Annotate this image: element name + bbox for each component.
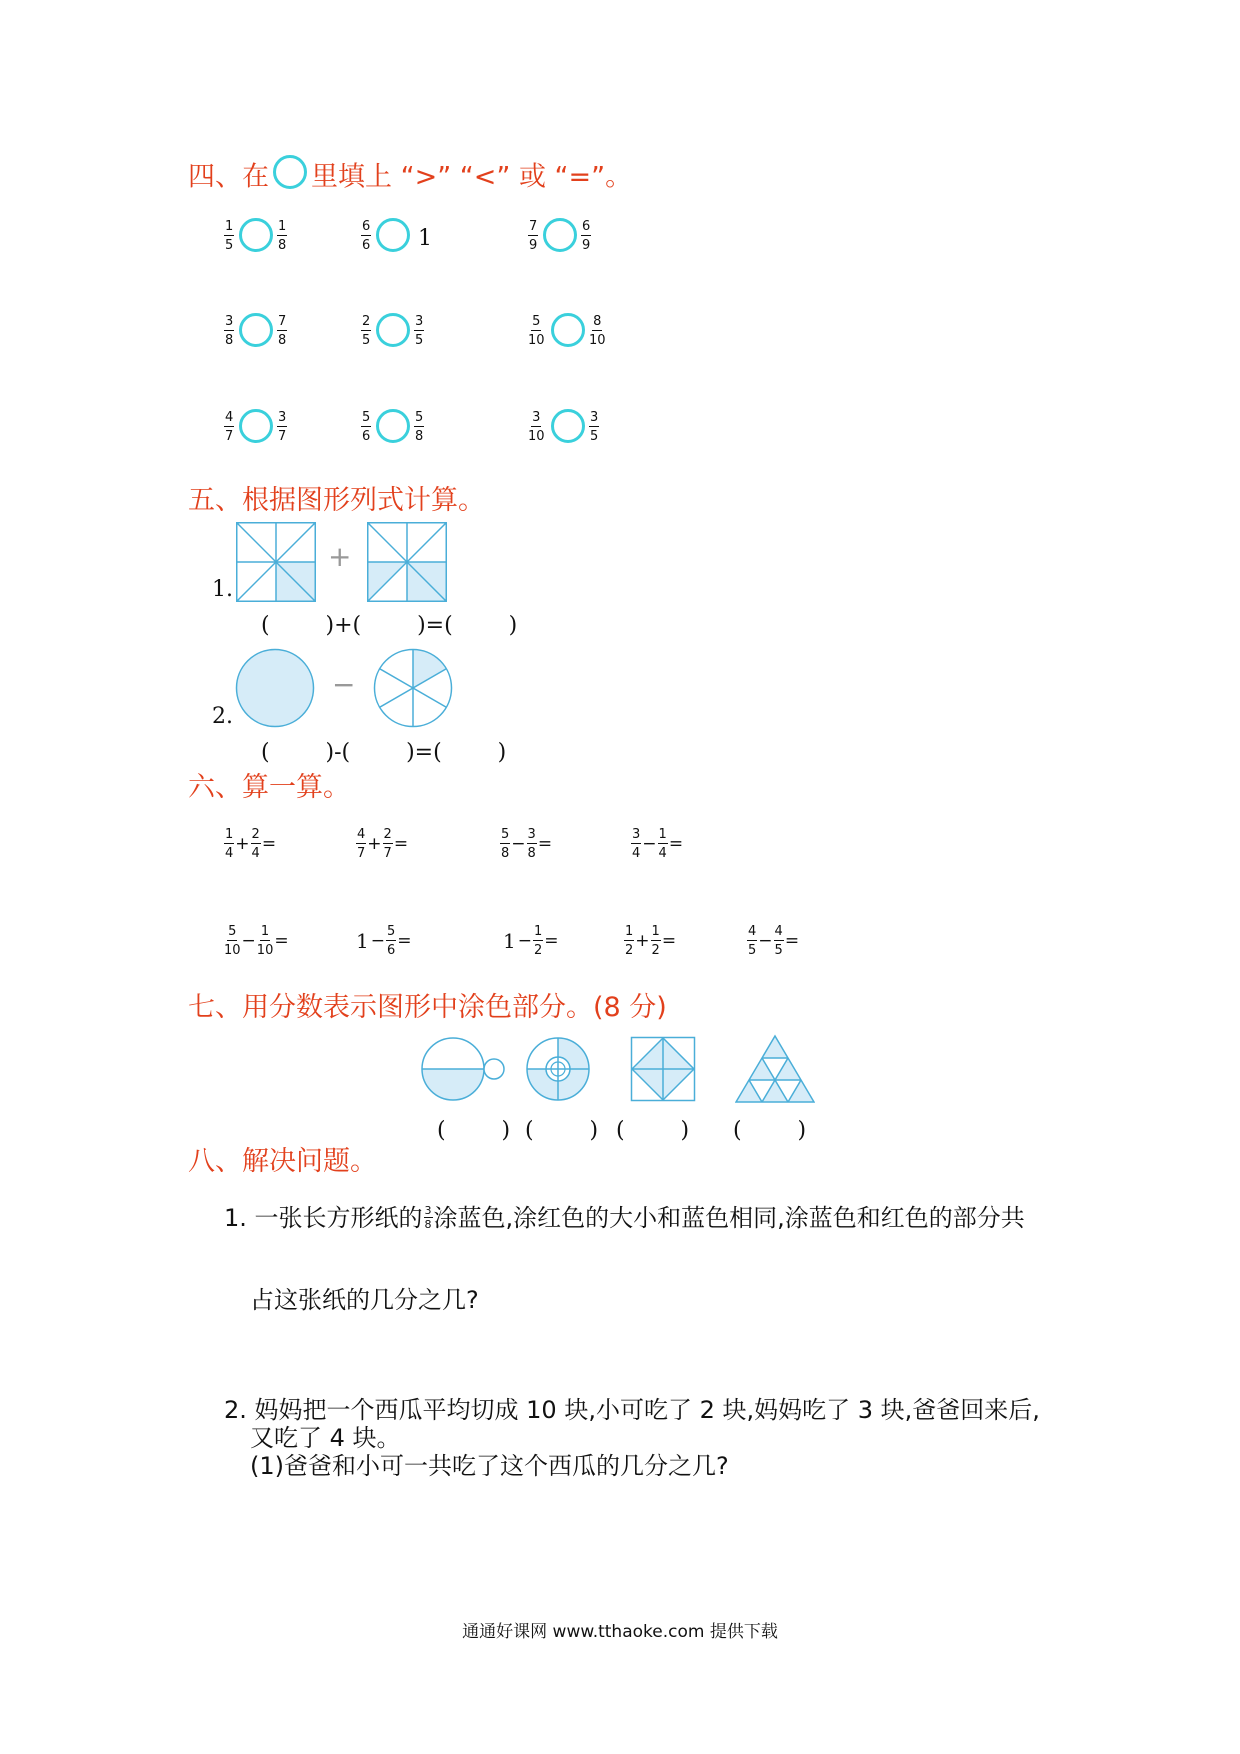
operator: +: [635, 931, 650, 951]
shape-answer-blank-2: ( ): [525, 1118, 599, 1143]
fraction-denominator: 8: [501, 846, 510, 861]
operator: −: [758, 931, 773, 951]
fraction-denominator: 4: [225, 846, 234, 861]
answer-circle[interactable]: [543, 218, 577, 252]
fraction-denominator: 10: [224, 943, 241, 958]
answer-circle[interactable]: [551, 409, 585, 443]
equals-sign: =: [784, 931, 800, 951]
problem1-line2: 占这张纸的几分之几?: [250, 1286, 479, 1314]
compare-right-fraction: [414, 315, 424, 347]
fraction-numerator: 3: [424, 1203, 432, 1217]
problem1-fraction: [424, 1205, 433, 1230]
fraction-numerator: 5: [386, 924, 396, 939]
fraction-numerator: 7: [529, 219, 538, 234]
fraction-denominator: 8: [278, 238, 287, 253]
fraction-numerator: 6: [582, 219, 591, 234]
fraction-numerator: 5: [228, 924, 237, 939]
section4-title-pre: 四、在: [188, 161, 269, 193]
fraction-numerator: 1: [278, 219, 287, 234]
fraction-denominator: 8: [527, 846, 536, 861]
calc-expression: [356, 925, 413, 957]
operator: −: [511, 834, 526, 854]
square-eighths-figure-2: [367, 522, 447, 602]
ring-figure: [525, 1036, 591, 1102]
equals-sign: =: [668, 834, 684, 854]
calc-expression: [631, 828, 684, 860]
fraction-numerator: 5: [362, 410, 371, 425]
fraction: [533, 925, 543, 957]
fraction-denominator: 6: [362, 429, 371, 444]
fraction-numerator: 1: [625, 924, 634, 939]
equals-sign: =: [537, 834, 553, 854]
fraction-numerator: 1: [658, 827, 667, 842]
whole-number: 1: [356, 929, 369, 953]
operator: −: [642, 834, 657, 854]
fraction-denominator: 4: [632, 846, 641, 861]
answer-circle[interactable]: [551, 313, 585, 347]
compare-right-fraction: [414, 411, 424, 443]
fraction-numerator: 5: [501, 827, 510, 842]
item2-number: 2.: [212, 704, 233, 729]
section8-heading: 八、解决问题。: [188, 1146, 377, 1177]
fraction-denominator: 8: [278, 333, 287, 348]
compare-left-fraction: [361, 411, 371, 443]
fraction: [747, 925, 757, 957]
fraction-denominator: 5: [415, 333, 424, 348]
fraction-numerator: 3: [415, 314, 424, 329]
calc-expression: [747, 925, 800, 957]
calc-expression: [500, 828, 553, 860]
fraction: [386, 925, 396, 957]
fraction-denominator: 10: [589, 333, 606, 348]
fraction-numerator: 6: [362, 219, 371, 234]
fraction-numerator: 1: [260, 924, 270, 939]
fraction-denominator: 5: [590, 429, 599, 444]
shaded-part: [413, 650, 446, 689]
fraction-numerator: 4: [357, 827, 366, 842]
calc-expression: [356, 828, 409, 860]
fraction: [624, 925, 634, 957]
calc-expression: [224, 925, 290, 957]
fraction: [224, 925, 241, 957]
compare-left-fraction: [361, 220, 371, 252]
fraction-denominator: 2: [651, 943, 660, 958]
fraction-denominator: 2: [625, 943, 634, 958]
fraction-denominator: 9: [529, 238, 538, 253]
fraction-numerator: 8: [593, 314, 602, 329]
fraction-numerator: 5: [532, 314, 541, 329]
heading-circle-icon: [273, 155, 307, 189]
fraction-numerator: 3: [590, 410, 599, 425]
operator: −: [370, 931, 385, 951]
problem2-question1: (1)爸爸和小可一共吃了这个西瓜的几分之几?: [250, 1452, 729, 1480]
shape-answer-blank-1: ( ): [437, 1118, 511, 1143]
answer-circle[interactable]: [239, 409, 273, 443]
fraction: [257, 925, 274, 957]
answer-circle[interactable]: [239, 313, 273, 347]
fraction-denominator: 5: [225, 238, 234, 253]
section6-heading: 六、算一算。: [188, 772, 350, 803]
fraction-numerator: 1: [225, 219, 234, 234]
item1-answer-blanks: ( )+( )=( ): [261, 613, 518, 638]
fraction: [500, 828, 510, 860]
section4-title-post: 里填上 “>” “<” 或 “=”。: [311, 161, 633, 193]
plus-sign: +: [328, 540, 352, 573]
calc-expression: [224, 828, 277, 860]
problem1-line1: [224, 1204, 1025, 1233]
operator: −: [517, 931, 532, 951]
compare-right-fraction: [589, 315, 606, 347]
footer-credit: 通通好课网 www.tthaoke.com 提供下载: [462, 1622, 778, 1642]
fraction-numerator: 3: [225, 314, 234, 329]
fraction-denominator: 7: [357, 846, 366, 861]
calc-expression: [503, 925, 560, 957]
item1-number: 1.: [212, 577, 233, 602]
answer-circle[interactable]: [376, 409, 410, 443]
operator: +: [367, 834, 382, 854]
equals-sign: =: [661, 931, 677, 951]
fraction: [774, 925, 784, 957]
fraction-denominator: 8: [415, 429, 424, 444]
answer-circle[interactable]: [376, 218, 410, 252]
fraction-denominator: 8: [225, 333, 234, 348]
problem1-text-post: 涂蓝色,涂红色的大小和蓝色相同,涂蓝色和红色的部分共: [433, 1204, 1025, 1232]
fraction: [356, 828, 366, 860]
fraction-denominator: 7: [383, 846, 392, 861]
compare-left-fraction: [224, 411, 234, 443]
fraction-numerator: 1: [651, 924, 660, 939]
fraction-numerator: 3: [278, 410, 287, 425]
fraction-numerator: 3: [527, 827, 536, 842]
minus-sign: −: [332, 668, 356, 701]
equals-sign: =: [397, 931, 412, 951]
equals-sign: =: [393, 834, 409, 854]
fraction: [658, 828, 668, 860]
compare-right-number: 1: [418, 226, 432, 251]
square-eighths-figure-1: [236, 522, 316, 602]
fraction-numerator: 4: [748, 924, 757, 939]
square-diamond-figure: [630, 1036, 696, 1102]
circle-half-shaded-figure: [420, 1036, 508, 1102]
fraction-denominator: 9: [582, 238, 591, 253]
calc-expression: [624, 925, 677, 957]
fraction: [383, 828, 393, 860]
fraction-numerator: 3: [632, 827, 641, 842]
compare-right-fraction: [277, 220, 287, 252]
compare-left-fraction: [224, 315, 234, 347]
fraction-denominator: 6: [362, 238, 371, 253]
fraction-denominator: 5: [362, 333, 371, 348]
equals-sign: =: [544, 931, 559, 951]
fraction: [251, 828, 261, 860]
compare-left-fraction: [528, 411, 545, 443]
fraction-denominator: 7: [278, 429, 287, 444]
compare-left-fraction: [361, 315, 371, 347]
answer-circle[interactable]: [376, 313, 410, 347]
fraction: [631, 828, 641, 860]
compare-right-fraction: [277, 315, 287, 347]
fraction-numerator: 3: [532, 410, 541, 425]
problem2-line2: 又吃了 4 块。: [250, 1424, 401, 1452]
fraction: [527, 828, 537, 860]
equals-sign: =: [261, 834, 277, 854]
compare-right-fraction: [581, 220, 591, 252]
circle-sixths-figure: [373, 648, 453, 728]
section5-heading: 五、根据图形列式计算。: [188, 485, 485, 516]
operator: +: [235, 834, 250, 854]
full-circle-figure: [235, 648, 315, 728]
shape-answer-blank-4: ( ): [733, 1118, 807, 1143]
fraction-denominator: 10: [256, 943, 274, 958]
fraction-numerator: 1: [533, 924, 543, 939]
problem2-line1: 2. 妈妈把一个西瓜平均切成 10 块,小可吃了 2 块,妈妈吃了 3 块,爸爸回来后,: [224, 1396, 1040, 1424]
fraction-numerator: 4: [225, 410, 234, 425]
fraction-numerator: 2: [362, 314, 371, 329]
fraction-numerator: 5: [415, 410, 424, 425]
shape-answer-blank-3: ( ): [616, 1118, 690, 1143]
fraction-numerator: 1: [225, 827, 234, 842]
problem1-text-pre: 1. 一张长方形纸的: [224, 1204, 423, 1232]
section4-heading: [188, 161, 632, 195]
fraction-denominator: 2: [533, 943, 543, 958]
fraction-denominator: 7: [225, 429, 234, 444]
fraction-denominator: 5: [748, 943, 757, 958]
answer-circle[interactable]: [239, 218, 273, 252]
compare-left-fraction: [528, 315, 545, 347]
fraction-denominator: 10: [528, 333, 545, 348]
compare-left-fraction: [224, 220, 234, 252]
compare-left-fraction: [528, 220, 538, 252]
equals-sign: =: [274, 931, 289, 951]
item2-answer-blanks: ( )-( )=( ): [261, 740, 507, 765]
fraction-numerator: 2: [383, 827, 392, 842]
fraction: [651, 925, 661, 957]
operator: −: [241, 931, 256, 951]
fraction-numerator: 4: [774, 924, 783, 939]
triangle-figure: [735, 1034, 815, 1104]
compare-right-fraction: [277, 411, 287, 443]
fraction-denominator: 4: [251, 846, 260, 861]
section7-heading: 七、用分数表示图形中涂色部分。(8 分): [188, 992, 667, 1023]
fraction-numerator: 7: [278, 314, 287, 329]
fraction-numerator: 2: [251, 827, 260, 842]
whole-number: 1: [503, 929, 516, 953]
fraction-denominator: 4: [658, 846, 667, 861]
fraction: [224, 828, 234, 860]
fraction-denominator: 8: [424, 1217, 432, 1231]
fraction-denominator: 5: [774, 943, 783, 958]
compare-right-fraction: [589, 411, 599, 443]
fraction-denominator: 6: [386, 943, 396, 958]
fraction-denominator: 10: [528, 429, 545, 444]
